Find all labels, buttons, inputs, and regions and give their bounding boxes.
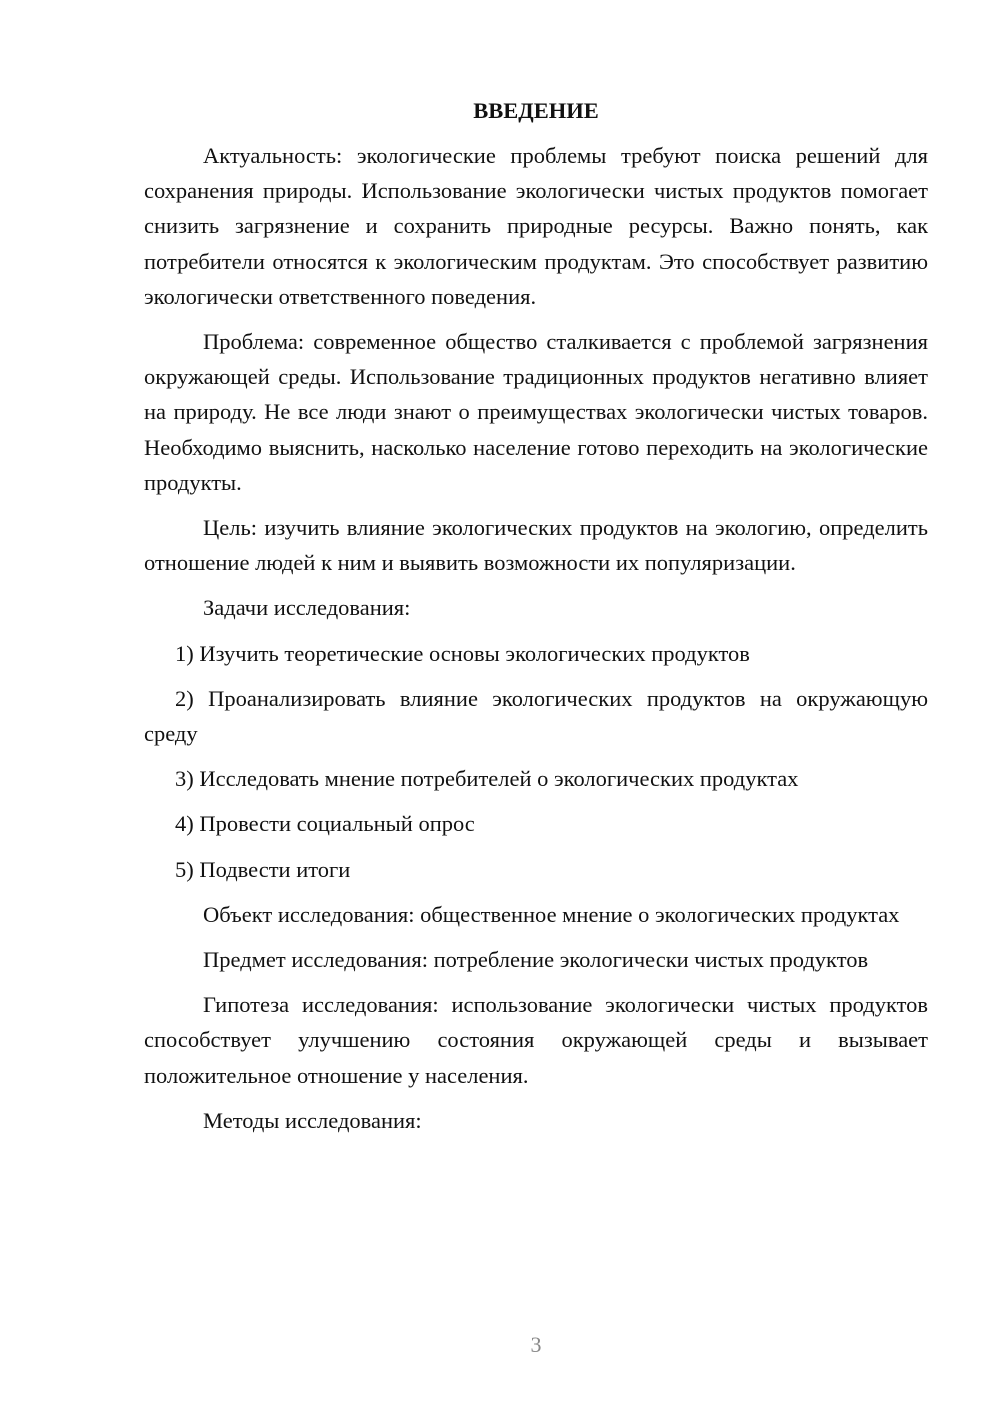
paragraph-subject: Предмет исследования: потребление экологически чистых продуктов: [203, 947, 869, 973]
paragraph-tasks-heading: Задачи исследования:: [203, 595, 411, 621]
paragraph-object: Объект исследования: общественное мнение о экологических продуктах: [203, 901, 900, 927]
paragraph-methods: Методы исследования:: [203, 1107, 422, 1133]
page-number: 3: [530, 1332, 542, 1357]
task-item-3: 3) Исследовать мнение потребителей о экологических продуктах: [175, 766, 799, 792]
paragraph-relevance: Актуальность: экологические проблемы требуют поиска решений для сохранения природы. Использование экологически чистых продуктов помогает снизить загрязнение и сохранить природные ресурсы. Важно понять, как потребители относятся к экологическим продуктам. Это способствует развитию экологически ответственного поведения.: [144, 143, 928, 309]
task-item-5: 5) Подвести итоги: [175, 856, 351, 882]
task-item-2: 2) Проанализировать влияние экологических продуктов на окружающую среду: [144, 685, 928, 747]
task-item-4: 4) Провести социальный опрос: [175, 811, 475, 837]
paragraph-goal: Цель: изучить влияние экологических продуктов на экологию, определить отношение людей к ним и выявить возможности их популяризации.: [144, 515, 928, 576]
task-item-1: 1) Изучить теоретические основы экологических продуктов: [175, 640, 750, 666]
paragraph-problem: Проблема: современное общество сталкивается с проблемой загрязнения окружающей среды. Использование традиционных продуктов негативно влияет на природу. Не все люди знают о преимуществах экологически чистых товаров. Необходимо выяснить, насколько население готово переходить на экологические продукты.: [144, 329, 928, 495]
section-title: ВВЕДЕНИЕ: [473, 98, 599, 123]
paragraph-hypothesis: Гипотеза исследования: использование экологически чистых продуктов способствует улучшению состояния окружающей среды и вызывает положительное отношение у населения.: [144, 992, 928, 1088]
page-content: [144, 93, 928, 1148]
